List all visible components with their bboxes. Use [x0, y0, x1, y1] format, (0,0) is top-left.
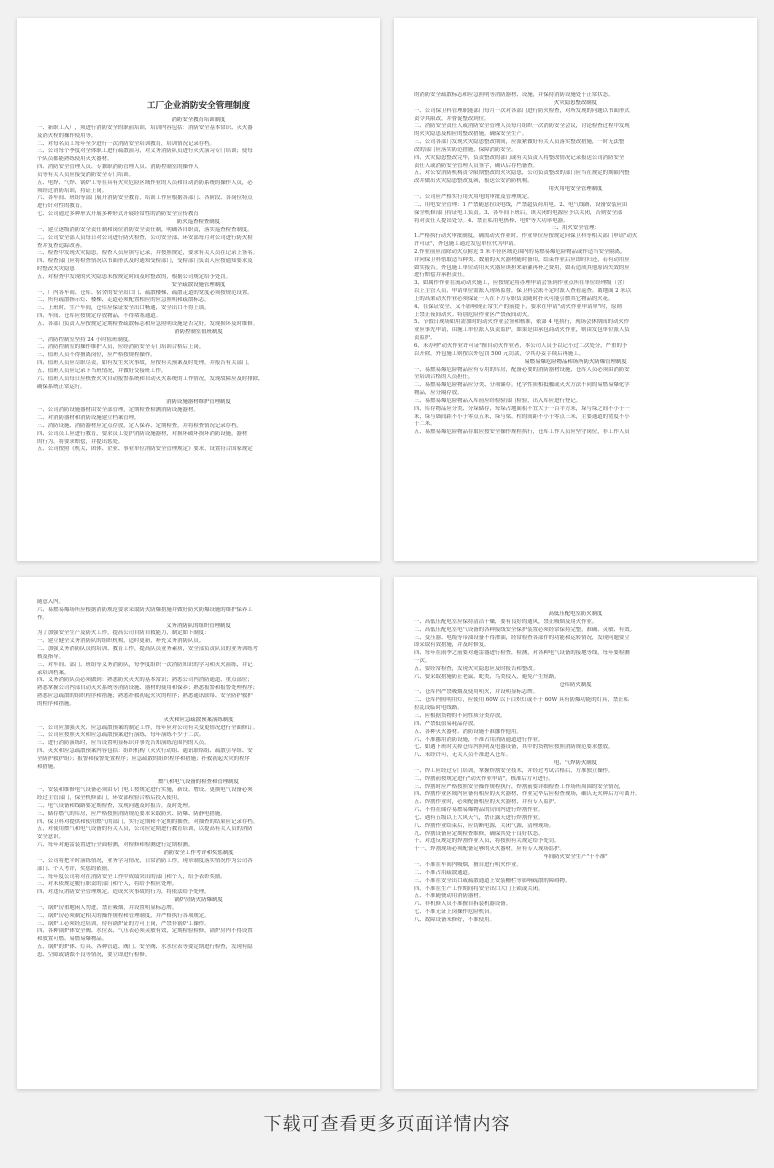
text-line: 二、所有疏散指示灯、楼梯，走道必须配置相应的应急照明和疏散标志。 [37, 297, 210, 304]
text-line: 一次。 [414, 658, 431, 665]
text-line: 一、建立健全义务消防队的组织机构，适时更新，补充义务消防队员。 [37, 638, 205, 645]
text-line: 一、仓库内严禁吸烟及使用明火，并设明显标志牌。 [414, 689, 538, 696]
text-line: 四、车间、仓库应按规定存放物品，不得堵塞通道。 [37, 313, 161, 320]
text-line: 为了加强安全生产及防火工作，提高公司自防自救能力，制定如下制度： [37, 630, 210, 637]
text-line [37, 392, 360, 400]
text-line: 四、库存物品应分类、分垛储存，每垛占地面积不宜大于一百平方米，垛与垛之间不小于一 [414, 405, 630, 412]
text-line: 一、新职工入厂，须进行消防安全的职前培训，培训内容包括：消防安全基本常识、灭火器 [37, 124, 253, 131]
text-line: 六、每年对避雷装置进行全面检测，对检修和检测进行定期检测。 [37, 842, 194, 849]
text-line: 七、遇有五级以上大风天气，禁止露天进行焊割作业。 [414, 814, 544, 821]
section-heading: 仓库防火制度 [559, 681, 592, 688]
text-line: 五、要经常检查，发现火灾隐患应及时报告和整改。 [414, 665, 538, 672]
text-line: 部门、个人考评，奖惩的依据。 [37, 865, 113, 872]
text-line: 五、对公安消防机构责令限期整改的火灾隐患，公司负责整改的部门应当在规定的期限内整 [414, 170, 630, 177]
text-line: 责监护。 [414, 335, 436, 342]
text-line: 一、易燃易爆危险物品应有专用的库房，配备必要的消防器材设施，仓库人员必须由消防安 [414, 366, 630, 373]
text-line: 三、储存燃气的库房，应严格按照消防规范要求采取防火、防爆、防静电措施。 [37, 810, 226, 817]
text-line: 六、各车间、班组等部门展开消防安全教育，培训工作应根据各部门、各阶段、各岗位特点 [37, 195, 253, 202]
text-line: 查并复查追踪改善。 [37, 242, 86, 249]
section-heading: 消防安全教育培训制度 [171, 117, 226, 123]
document-page-4 [394, 577, 757, 1089]
text-line: 改并做出火灾隐患整改复函，报送公安消防机构。 [414, 178, 533, 185]
text-line: 三、进行消防演练时，应当设置明显标识并事先告知演练范围内的人员。 [37, 740, 210, 747]
section-heading: 燃气和电气设备的检查和管理制度 [158, 779, 239, 786]
text-line: 确保系统正常运行。 [37, 383, 86, 390]
text-line: 并向保卫科借取适当种类、数量的灭火器材随时备用，结束作业后应即时归还，若有动用应 [414, 256, 630, 263]
text-line: 进行针对性的教育。 [37, 203, 86, 210]
section-heading: 灭火和应急疏散预案演练制度 [163, 716, 234, 723]
text-line: 三、上班时，生产车间，仓库应保证安全出口畅通，安全出口不得上锁。 [37, 305, 210, 312]
text-line: 四、消防安全管理人员、专兼职消防管理人员、消防控制室的操作人 [37, 164, 199, 171]
text-line: 一、公司将把平时演练情况，业务学习情况，日常消防工作，现章制度落实情况作为公司各 [37, 857, 253, 864]
section-heading: 安全疏散设施管理制度 [171, 281, 226, 288]
text-line: 一、建立逐级消防安全责任制和岗位消防安全责任制，明确各自职责，落实巡查检查制度。 [37, 226, 253, 233]
text-line: 五、锅炉的炉体、灯具、各种管道、阀门、安全阀、水水位表等要定期进行检查，发现有隐 [37, 944, 253, 951]
text-line: 的行为，将要求赔偿，并提出惩处。 [37, 438, 124, 445]
section-heading: 易燃易爆危险物品和场所防火防爆管理制度 [524, 358, 627, 365]
text-line: 1.严格执行动火审批制度，确需动火作业时，作业单位应按规定向保卫科等相关部门申请"动火 [414, 233, 638, 240]
text-line: 七、不准无证上岗操作危险机台。 [414, 909, 495, 916]
section-heading: 消防安全工作考评和奖惩制度 [163, 850, 234, 856]
text-line: 六、不准挪用消防设施，不准占用消防通道进行作业。 [414, 736, 544, 743]
text-line: 5、节假日现场如用需加时的动火作业会签和核准，依第 4 电执行，现场会休期间的动火作 [414, 319, 630, 326]
text-line: 五、公司按照《机关、团体、企业、事业单位消防安全管理规定》要求，设置符合国家规定 [37, 446, 253, 453]
text-line: 熟悉应急疏散的组织程序和措施；熟悉扑救初起火灾的程序；熟悉通讯联络、安全防护救护 [37, 693, 253, 700]
text-line: 三、对未依规定履行职责的部门和个人，将给予相应处理。 [37, 881, 178, 888]
text-line: 四、各种锅炉体安全阀、水位表、气压表必须灵敏有效，定期检验检修，锅炉房内不得设置 [37, 928, 253, 935]
text-line: 三、应根据货物的不同性质分类存放。 [414, 712, 506, 719]
text-line: 十、对违反规定的焊割作业人员，将按照有关规定给予处罚。 [414, 838, 560, 845]
text-line: 4、在保证安全、又不影响现正常生产的前提下，要求在申请"动火作业申请单"时，原则 [414, 303, 622, 310]
page-2-content [394, 18, 757, 437]
text-line: 于二米。 [414, 421, 436, 428]
text-line: 改的部门应落实防范措施，保障消防安全。 [414, 146, 517, 153]
text-line: 七、如遇下班时关掉仓库内照明及电器设备，其中的货物应按照消防规范要求摆放， [414, 744, 614, 751]
text-line: 米，垛与墙间距不小于零点五米，垛与梁、柱的间距不小于零点三米，主要通道的宽度不小 [414, 413, 630, 420]
text-line: 二、高低压配电室电气设备的各种接线安全保护装置必须经常保持完整，准确、灵敏、有效。 [414, 626, 636, 633]
text-line: 随意入内。 [37, 599, 64, 605]
text-line: 三、焊割时应严格按照安全操作规程执行，焊割前要详细检查工作场所周围的安全情况， [414, 783, 625, 790]
text-line: 二、对每名员工每年至少进行一次消防安全培训教育，培训情况记录存档。 [37, 140, 215, 147]
text-line: 进行赔偿并承担责任。 [414, 272, 468, 279]
text-line: 须经过消防培训，持证上岗。 [37, 187, 108, 194]
text-line: 三、易燃易爆危险物品入库前应经检验部门检验，出入库应进行登记。 [414, 397, 582, 404]
text-line: 及消火栓的操作使用等。 [37, 132, 97, 139]
text-line: 经过主管部门，保全机修部门，环安部检验合格后投入使用。 [37, 795, 183, 802]
text-line: 五、值班人员应记录下当班情况，并做好交接班工作。 [37, 368, 167, 374]
text-line: 上禁止夜间动火。特别危险作业区严禁夜间动火。 [414, 311, 533, 318]
text-line: 的消防安全疏散标志和应急照明等消防器材、设施，并保持消防设施处于正常状态。 [414, 92, 614, 98]
text-line: 业应事先申请，由施工单位派人负责监护，如果是由承包商动火作业，则由发包单位派人负 [414, 327, 630, 334]
text-line: 保全机修部门持证电工负责。3、各车间下班后，该关闭的电源应予以关闭，否则安全部 [414, 209, 623, 216]
text-line: 的火灾隐患及相应的整改措施，确保安全生产。 [414, 131, 528, 138]
document-page-2 [394, 18, 757, 561]
text-line: 八、故障设备未修好，不准使用。 [414, 916, 495, 923]
text-line: 三、锅炉工必须经过培训，持有锅炉证的方可上岗，严禁非锅炉工操作。 [37, 920, 210, 927]
text-line: 责任人或消防安全管理人员签字，确认后存档备查。 [414, 162, 538, 169]
text-line [37, 709, 360, 717]
text-line: 二、易燃易爆危险物品应分类、分项储存。化学性质相抵触或灭火方法不同的易燃易爆化学 [414, 382, 630, 389]
text-line: 三、检查中发现火灾隐患，检查人员应填写记录，并按照规定，要求有关人员在记录上签名。 [37, 250, 259, 257]
text-line: 四、义务消防队员必须做到：熟悉防火灭火的基本常识；熟悉公司内消防通道、重点部位； [37, 677, 253, 684]
document-title: 工厂企业消防安全管理制度 [146, 101, 251, 111]
text-line: 四、公司员工应进行教育，要求员工爱护消防设施器材，对损坏破坏损坏消防设施，器材 [37, 430, 248, 437]
text-line: 二、公司应按照灭火和应急疏散预案进行演练，每年演练不少于二次。 [37, 732, 205, 739]
text-line: 一、公司保卫科管理职能部门每月一次对各部门进行防火检查，对所发现的问题以书面形式 [414, 107, 630, 114]
text-line: 六、非机修人员不准擅自拆装机器设备。 [414, 901, 512, 908]
text-line: 五、焊割作业时，必须配备相应的灭火器材，并有专人监护。 [414, 799, 560, 806]
text-line: 上的高架动火作业必须保证一人在下方专职负责随时扑灭可能引燃其它物品的火花。 [414, 295, 614, 302]
section-heading: 消防设施器材维护管理制度 [166, 399, 231, 406]
text-line: 拉乱设临时电线路。 [414, 705, 463, 712]
text-line: 二、仓库内照明用灯，应使用 60W 以下白炽灯或不于 60W 具有防爆功能的灯具，禁止私 [414, 697, 629, 704]
text-line: 一、安装和维修电气设备必须由专门电工按规定进行实施，新设、增设、更换电气设备必须 [37, 787, 253, 794]
text-line: 四、灭火和应急疏散预案内容包括：组织机构（灭火行动组、通讯联络组、疏散引导组、安 [37, 748, 253, 755]
section-heading: 防火巡查检查制度 [176, 218, 221, 225]
text-line [37, 772, 360, 780]
text-line: 五、不准随便动用消防器材。 [414, 893, 485, 900]
text-line: 三、值班人员不得擅离岗位，应严格按规程操作。 [37, 352, 156, 359]
text-line: 五、对使用燃气和电气设备的有关人员，公司应定期进行教育培训，以提高有关人员的消防 [37, 826, 253, 833]
text-line: 二、对消防器材和消防设施建立档案管理。 [37, 415, 140, 422]
text-line: 三、公司每个季度对全体职工进行疏散演习，对义务消防队员进行灭火演习专门培训；使每 [37, 148, 253, 155]
text-line: 五、各部门负责人应按规定定期检查疏散标志和应急照明设施是否完好，发现损坏及时维修。 [37, 320, 259, 327]
text-line: 一、公司应加强灭火、应急疏散预案的制定工作，每年应对公司有关变更情况进行全面修订。 [37, 724, 259, 731]
text-line: 即采取有效措施，并及时修复。 [414, 642, 490, 649]
text-line: 三、不准在安全出口或疏散通道上安装栅栏等影响疏散的障碍物。 [414, 877, 571, 884]
text-line: 和措施。 [37, 763, 59, 770]
text-line: 物品，应分隔存放。 [414, 390, 463, 397]
section-heading: 电、气焊防火制度 [553, 760, 598, 767]
text-line: 二、焊割前按规定进行"动火作业申请"，核准后方可进行。 [414, 775, 554, 782]
text-line: 安全意识。 [37, 834, 64, 841]
text-line: 四、不准在生产工作期间将安全出口大门上锁或关闭。 [414, 885, 544, 892]
text-line: 以开除。外包施工则按以外包罚 500 元罚款，令其办妥手续后再施工。 [414, 350, 585, 357]
text-line: 录培训档案。 [37, 669, 70, 676]
text-line: 二、公司安全部人员每日对公司进行防火检查，公司安全部、环安部每月对公司进行防火检 [37, 234, 253, 241]
text-line: 二、每年度公司将对在消防安全工作中成绩突出的部门和个人，给予表彰奖励。 [37, 873, 226, 880]
text-line: 八、焊割作业结束后，应切断电源，关闭气源，清理现场。 [414, 822, 555, 829]
text-line: 一、厂内各车间、仓库、宿舍的安全出口门、疏散楼梯、疏散走道的宽度必须按规范设置。 [37, 289, 253, 296]
section-heading: 三、用火安全管理： [551, 225, 600, 232]
text-line: 一、消防控制室坚持 24 小时值班制度。 [37, 336, 134, 343]
text-line: 十一、焊割现场必须配备足够的灭火器材，应有专人现场监护。 [414, 846, 565, 853]
text-line: 一、高低压配电室应保持清洁干燥，要有良好的通风，禁止吸烟及用火作业。 [414, 618, 598, 625]
text-line: 六、不得在储存易燃易爆物品的房间内进行焊割作业。 [414, 807, 544, 814]
document-page-3 [17, 577, 380, 1089]
text-line: 五、易燃易爆危险物品存取应按安全操作规程执行，仓库工作人员应坚守岗位，非工作人员 [414, 429, 630, 436]
section-heading: 用火用电安全管理制度 [548, 186, 603, 193]
text-line: 作。 [37, 614, 48, 621]
text-line: 3、如属作作业在流动动火施工，应按规定将办理申请会签到作业点所在单位经理级（含） [414, 280, 628, 287]
section-heading: 高低压配电室防火制度 [548, 611, 603, 617]
page-1-content [17, 18, 380, 454]
download-more-caption[interactable]: 下载可查看更多页面详情内容 [263, 1114, 511, 1135]
text-line: 核及指导。 [37, 653, 64, 660]
text-line: 四、严禁低值易耗品存放。 [414, 720, 479, 727]
text-line: 四、火灾隐患整改完毕，负责整改的部门或有关负责人将整改情况记录报送公司消防安全 [414, 154, 625, 161]
section-heading: 义务消防队的组织管理制度 [166, 622, 231, 629]
text-line: 全防护救护组）；报警和接警处置程序；应急疏散的组织程序和措施；扑救初起火灾的程序 [37, 755, 250, 762]
text-line: 三、变压器、电缆等带油设备不得渗油，经常检查各部件的功能和运转情况，发现问题要立 [414, 634, 630, 641]
text-line: 七、公司通过多种形式开展多种形式开展经常性的消防安全宣传教育 [37, 211, 199, 218]
text-line: 二、加强义务消防队员的培训、教育工作，提高队员业务素质，安全部负责队员的业务训练考 [37, 646, 259, 653]
text-line: 四、每年在雨季之前要对避雷器进行检查，检测，对各种电气设备的接地等线，每年要检测 [414, 650, 630, 657]
text-line: 三、公司各部门发现火灾隐患整改期间，应派紧做好有关人员落实整改措施，一时无法整 [414, 139, 625, 146]
section-heading: 车间防火安全生产"十不准" [543, 854, 608, 861]
text-line: 一、焊工应经过专门培训，掌握焊割安全技术，并经过考试合格后，方准独立操作。 [414, 767, 614, 774]
text-line: 将对责任人提出处分。4、禁止私用电热棒、电炉等大功率电器。 [414, 217, 569, 224]
text-line: 员等有关人员应接受消防安全专门培训。 [37, 171, 135, 178]
section-heading: 火灾隐患整改制度 [553, 99, 598, 106]
text-line: 2.作业前应清除动火点附近 5 米半径区域范围内的易燃易爆危险物品或作适当安全隔离， [414, 248, 626, 255]
text-line: 二、不准占用疏散通道。 [414, 869, 474, 876]
text-line: 四、对违反消防安全管理规定，造成火灾事故的行为，将依法给予处理。 [37, 889, 210, 896]
text-line: 患、空隙或锈蚀不良等情况，要立即进行检修。 [37, 951, 151, 958]
text-line: 四、检查部门应将检查情况以书面形式及时通知受检部门，受检部门负责人应按通知要求及 [37, 258, 253, 265]
text-line: 以上主管人员，申请单位需派人现场监督，保卫科会派不定时派人查看巡查。离地面 2 米以 [414, 288, 632, 295]
text-line: 三、对车间、部门、班组等义务消防队，每季度组织一次消防知识的学习和灭火演练，并记 [37, 661, 253, 668]
text-line: 五、电焊、气焊、锅炉工等在具有火灾危险区域作业的人员和自动消防系统的操作人员，必 [37, 179, 253, 186]
text-line: 四、值班人员应尽职尽责，如有发生火灾事故，应按有关预案及时处理，并报告有关部门。 [37, 360, 253, 367]
text-line: 时整改火灾隐患 [37, 266, 75, 273]
text-line: 一、公司应严格实行用火用电的审批及管理规定。 [414, 193, 533, 200]
text-line: 熟悉掌握公司内部自动灭火系统等消防设施、器材的使用和保养；熟悉报警和报警处理程序； [37, 685, 259, 692]
text-line: 的程序和措施。 [37, 700, 75, 707]
section-heading: 锅炉房防火防爆制度 [174, 897, 223, 904]
page-4-content [394, 577, 757, 925]
text-line: 五、各种灭火器材、消防设施不准挪作他用。 [414, 728, 522, 735]
text-line: 六、值班人员每日应核查火灾自动报警系统和自动灭火系统的工作情况，发现故障应及时排除， [37, 375, 264, 382]
text-line: 一、公司消防设施器材由安全部管理，定期检查检测消防设施器材。 [37, 407, 199, 414]
text-line: 如实报告。外包施工单位动用灭火器应该担来新灌再补之费用，如若造成其他原因失效的应 [414, 264, 630, 271]
text-line: 六、要采取措施防止老鼠、蛇类、鸟类侵入，避免产生短路。 [414, 673, 560, 680]
text-line: 八、未经许可，无关人员不准进入仓库。 [414, 752, 512, 759]
text-line: 许可证"，外包施工通过发包单位代为申请。 [414, 241, 519, 248]
text-line: 二、消防安全责任人或消防安全管理人员每月组织一次消防安全会议，讨论检查过程中发现 [414, 123, 630, 130]
text-line: 6、未办理"动火作业许可证"擅自动火作业者，本公司人员予以记小过二次处分，严重的予 [414, 343, 628, 349]
text-line: 和放置可燃、易燃易爆物品。 [37, 936, 108, 943]
text-line: 四、保卫科对提供和使用燃气的部门，实行定期和不定期的抽查，对抽查的结果应记录存档。 [37, 818, 259, 825]
text-line: 四、焊割作业区域内应备有相应的灭火器材，作业完毕后应检查现场，确认无火种后方可离开。 [414, 791, 641, 798]
text-line: 二、锅炉房必须制定相关的操作规程和管理制度，并严格执行各项规定。 [37, 912, 210, 919]
text-line: 五、对检查中发现的火灾隐患未按规定时间及时整改的，根据公司规定给予处罚。 [37, 273, 232, 280]
page-3-content [17, 577, 380, 960]
text-line: 一、锅炉房重地闲人勿进，禁止吸烟，并设置明显标志牌。 [37, 904, 178, 911]
text-line: 全培训合格的人员担任。 [414, 374, 474, 381]
text-line: 一、不准在车间内吸烟，擅自进行明火作业。 [414, 862, 522, 868]
document-page-1 [17, 18, 380, 561]
text-line: 九、焊割设备应定期检查维修，确保其处于良好状态。 [414, 830, 544, 837]
section-heading: 消防控制室值班制度 [174, 328, 223, 335]
text-line: 二、消防控制室的操作维护人员，应经消防安全专门培训合格后上岗。 [37, 344, 205, 351]
text-line: 六、易燃易爆场所应根据消防规范要求采取防火防爆措施并做好防火防爆设施的维护保养工 [37, 606, 253, 613]
text-line: 责令其限改，并督促整改到位。 [414, 115, 490, 122]
text-line: 二、用电安全管理：1 严禁随意拉设电线，严禁超负荷用电。2、电气线路，设备安装应由 [414, 201, 628, 208]
text-line: 三、消防设施、消防器材应定点存放，定人保养、定期检查，并将检查情况记录存档。 [37, 422, 242, 429]
text-line: 个队员都能熟练使用灭火器材。 [37, 156, 113, 163]
text-line: 二、电气设备和线路要定期检查，发现问题及时报告，及时处理。 [37, 802, 194, 809]
